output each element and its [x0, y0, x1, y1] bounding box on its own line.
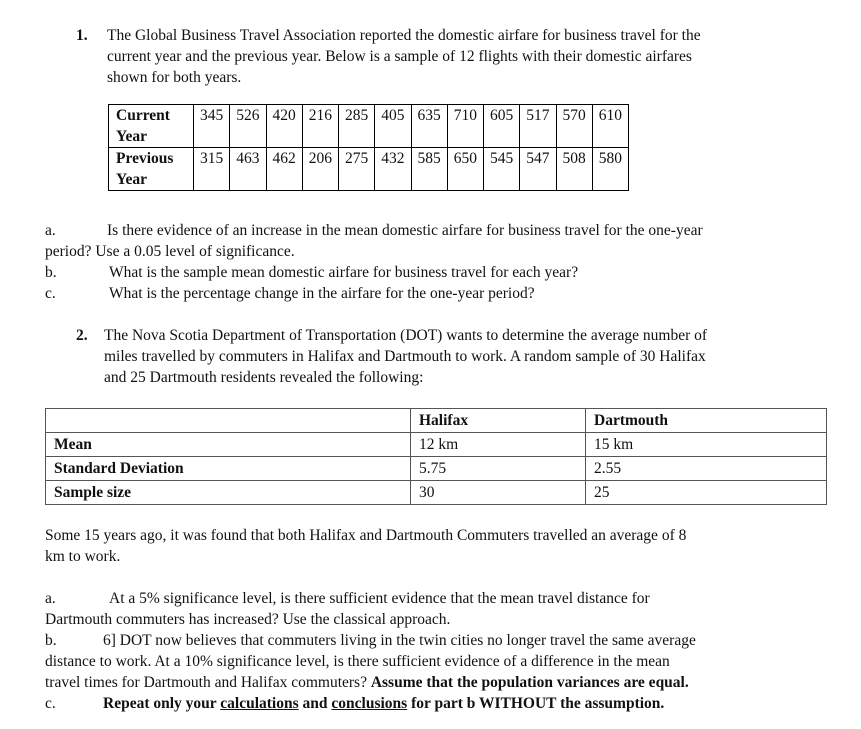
q2-line-2: miles travelled by commuters in Halifax and Dartmouth to work. A random sample of 30 Halifax [104, 348, 706, 365]
q2-line-3: and 25 Dartmouth residents revealed the following: [104, 369, 424, 386]
table-row [109, 148, 629, 191]
table-cell: 517 [520, 105, 556, 148]
table-cell: 710 [447, 105, 483, 148]
row-label: Mean [46, 433, 411, 457]
q2-line-1: The Nova Scotia Department of Transportation (DOT) wants to determine the average number of [104, 327, 708, 344]
header-cell: Halifax [411, 409, 586, 433]
q2-note-line-1: Some 15 years ago, it was found that both Halifax and Dartmouth Commuters travelled an average of 8 [45, 527, 687, 544]
table-header-row [46, 409, 827, 433]
q2-note-line-2: km to work. [45, 548, 121, 565]
q2-number: 2. [76, 327, 88, 344]
airfare-table [108, 104, 629, 191]
table-cell: 2.55 [586, 457, 827, 481]
q1-part-c-letter: c. [45, 285, 56, 302]
q1-part-b-text: What is the sample mean domestic airfare for business travel for each year? [109, 264, 579, 281]
table-cell: 432 [375, 148, 411, 191]
q1-line-1: The Global Business Travel Association reported the domestic airfare for business travel for the [107, 27, 701, 44]
q1-part-c-text: What is the percentage change in the airfare for the one-year period? [109, 285, 535, 302]
table-cell: 15 km [586, 433, 827, 457]
table-cell: 463 [230, 148, 266, 191]
table-row [46, 481, 827, 505]
q2-part-b-line-3 [45, 672, 689, 693]
table-cell: 12 km [411, 433, 586, 457]
row-label: Standard Deviation [46, 457, 411, 481]
table-cell: 605 [484, 105, 520, 148]
calculations-underlined: calculations [220, 695, 299, 712]
table-row [46, 457, 827, 481]
table-cell: 420 [266, 105, 302, 148]
table-cell: 526 [230, 105, 266, 148]
q2-part-b-line-3-plain: travel times for Dartmouth and Halifax commuters? [45, 674, 371, 691]
table-cell: 216 [302, 105, 338, 148]
table-cell: 650 [447, 148, 483, 191]
table-cell: 585 [411, 148, 447, 191]
row-label: Sample size [46, 481, 411, 505]
table-cell: 30 [411, 481, 586, 505]
table-cell: 285 [339, 105, 375, 148]
header-cell: Dartmouth [586, 409, 827, 433]
q2-part-b-line-1: 6] DOT now believes that commuters living in the twin cities no longer travel the same average [103, 632, 696, 649]
row-label: Current Year [109, 105, 194, 148]
q1-part-b-letter: b. [45, 264, 57, 281]
table-cell: 610 [592, 105, 628, 148]
q1-part-a-line-2: period? Use a 0.05 level of significance. [45, 243, 295, 260]
q2-part-b-line-2: distance to work. At a 10% significance level, is there sufficient evidence of a difference in the mean [45, 653, 670, 670]
q2-part-a-line-2: Dartmouth commuters has increased? Use the classical approach. [45, 611, 451, 628]
q2-part-b-letter: b. [45, 632, 57, 649]
table-cell: 462 [266, 148, 302, 191]
q1-number: 1. [76, 27, 88, 44]
table-cell: 345 [194, 105, 230, 148]
q1-line-3: shown for both years. [107, 69, 242, 86]
q2-part-a-line-1: At a 5% significance level, is there sufficient evidence that the mean travel distance for [109, 590, 650, 607]
table-cell: 547 [520, 148, 556, 191]
conclusions-underlined: conclusions [331, 695, 408, 712]
table-cell: 275 [339, 148, 375, 191]
q2-part-c-text: Repeat only your calculations and conclusions for part b WITHOUT the assumption. [103, 695, 665, 712]
q1-part-a-line-1: Is there evidence of an increase in the mean domestic airfare for business travel for the one-year [107, 222, 703, 239]
table-cell: 635 [411, 105, 447, 148]
q1-part-a-letter: a. [45, 222, 56, 239]
q2-part-c-letter: c. [45, 695, 56, 712]
table-row [46, 433, 827, 457]
commute-table [45, 408, 827, 505]
q1-line-2: current year and the previous year. Below is a sample of 12 flights with their domestic airfares [107, 48, 692, 65]
table-cell: 405 [375, 105, 411, 148]
q2-part-a-letter: a. [45, 590, 56, 607]
table-cell: 25 [586, 481, 827, 505]
table-cell: 570 [556, 105, 592, 148]
header-cell [46, 409, 411, 433]
table-cell: 545 [484, 148, 520, 191]
q2-part-b-assumption: Assume that the population variances are equal. [370, 674, 689, 691]
table-cell: 5.75 [411, 457, 586, 481]
row-label: Previous Year [109, 148, 194, 191]
table-cell: 508 [556, 148, 592, 191]
table-cell: 580 [592, 148, 628, 191]
table-row [109, 105, 629, 148]
table-cell: 315 [194, 148, 230, 191]
table-cell: 206 [302, 148, 338, 191]
